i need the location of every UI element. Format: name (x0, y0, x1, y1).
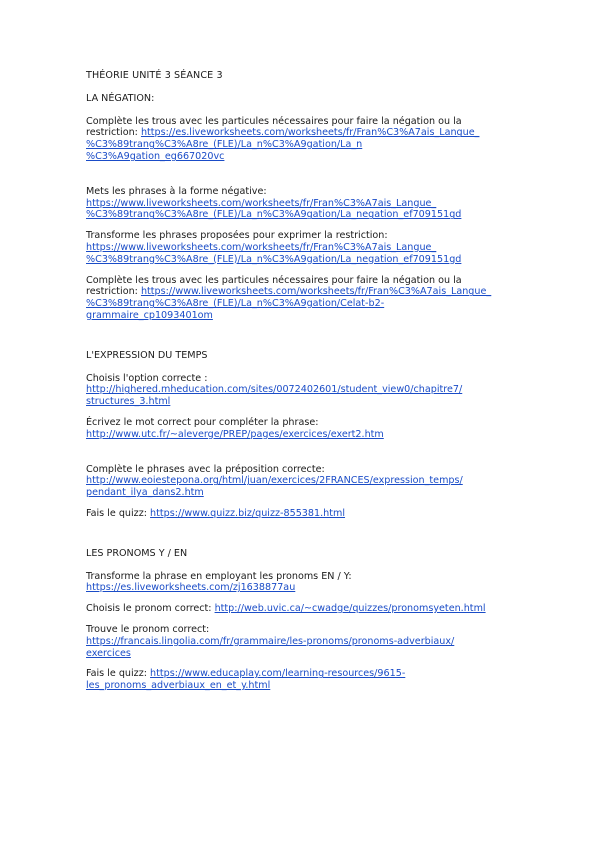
exercise-link[interactable]: http://web.uvic.ca/~cwadge/quizzes/pronomsyeten.html (214, 603, 486, 615)
exercise-link[interactable]: %C3%A9gation_eg667020vc (86, 150, 225, 162)
exercise-link[interactable]: grammaire_cp1093401om (86, 309, 213, 321)
exercise-instruction: Fais le quizz: (86, 668, 151, 680)
exercise-temps-2 (86, 417, 526, 441)
exercise-temps-4 (86, 508, 526, 520)
exercise-instruction: Transforme les phrases proposées pour exprimer la restriction: (86, 230, 388, 242)
exercise-link[interactable]: pendant_ilya_dans2.htm (86, 487, 204, 499)
exercise-instruction: Complète les trous avec les particules nécessaires pour faire la négation ou la (86, 274, 462, 286)
exercise-instruction: Choisis le pronom correct: (86, 603, 215, 615)
section-heading-negation: LA NÉGATION: (86, 92, 155, 104)
exercise-instruction: Fais le quizz: (86, 507, 151, 519)
document-title: THÉORIE UNITÉ 3 SÉANCE 3 (86, 70, 223, 81)
exercise-instruction: Trouve le pronom correct: (86, 623, 210, 635)
exercise-negation-2 (86, 186, 526, 221)
exercise-instruction: restriction: (86, 127, 141, 139)
exercise-link[interactable]: https://www.educaplay.com/learning-resources/9615- (150, 668, 406, 680)
exercise-link[interactable]: %C3%89trang%C3%A8re_(FLE)/La_n%C3%A9gation/La_negation_ef709151gd (86, 253, 462, 265)
exercise-link[interactable]: https://www.liveworksheets.com/worksheets/fr/Fran%C3%A7ais_Langue_ (86, 197, 437, 209)
exercise-link[interactable]: https://francais.lingolia.com/fr/grammaire/les-pronoms/pronoms-adverbiaux/ (86, 635, 455, 647)
exercise-pronoms-4 (86, 668, 526, 692)
exercise-link[interactable]: les_pronoms_adverbiaux_en_et_y.html (86, 680, 271, 692)
exercise-instruction: Complète le phrases avec la préposition correcte: (86, 463, 325, 475)
section-heading-pronoms: LES PRONOMS Y / EN (86, 547, 188, 559)
exercise-instruction: Transforme la phrase en employant les pronoms EN / Y: (86, 570, 352, 582)
exercise-instruction: Complète les trous avec les particules nécessaires pour faire la négation ou la (86, 115, 462, 127)
exercise-link[interactable]: exercices (86, 647, 131, 659)
exercise-temps-3 (86, 464, 526, 499)
section-heading-temps: L'EXPRESSION DU TEMPS (86, 349, 208, 361)
exercise-link[interactable]: structures_3.html (86, 396, 171, 408)
exercise-link[interactable]: https://es.liveworksheets.com/zj1638877au (86, 582, 296, 594)
exercise-link[interactable]: %C3%89trang%C3%A8re_(FLE)/La_n%C3%A9gation/La_n (86, 139, 363, 151)
exercise-pronoms-3 (86, 624, 526, 659)
exercise-link[interactable]: https://www.liveworksheets.com/worksheets/fr/Fran%C3%A7ais_Langue_ (86, 241, 437, 253)
document-content (86, 70, 526, 692)
exercise-temps-1 (86, 373, 526, 408)
exercise-pronoms-1 (86, 571, 526, 595)
exercise-pronoms-2 (86, 603, 526, 615)
exercise-negation-4 (86, 275, 526, 322)
exercise-link[interactable]: http://highered.mheducation.com/sites/0072402601/student_view0/chapitre7/ (86, 384, 463, 396)
exercise-negation-1 (86, 116, 526, 163)
exercise-instruction: Choisis l'option correcte : (86, 372, 208, 384)
exercise-link[interactable]: https://www.liveworksheets.com/worksheets/fr/Fran%C3%A7ais_Langue_ (140, 286, 492, 298)
exercise-instruction: Écrivez le mot correct pour compléter la phrase: (86, 416, 319, 428)
exercise-negation-3 (86, 230, 526, 265)
exercise-link[interactable]: %C3%89trang%C3%A8re_(FLE)/La_n%C3%A9gation/La_negation_ef709151gd (86, 209, 462, 221)
exercise-link[interactable]: %C3%89trang%C3%A8re_(FLE)/La_n%C3%A9gation/Celat-b2- (86, 298, 385, 310)
exercise-instruction: Mets les phrases à la forme négative: (86, 185, 267, 197)
exercise-link[interactable]: https://www.quizz.biz/quizz-855381.html (150, 507, 346, 519)
exercise-link[interactable]: http://www.utc.fr/~aleverge/PREP/pages/exercices/exert2.htm (86, 428, 384, 440)
exercise-link[interactable]: https://es.liveworksheets.com/worksheets/fr/Fran%C3%A7ais_Langue_ (140, 127, 480, 139)
exercise-link[interactable]: http://www.eoiestepona.org/html/juan/exercices/2FRANCES/expression_temps/ (86, 475, 463, 487)
exercise-instruction: restriction: (86, 286, 141, 298)
